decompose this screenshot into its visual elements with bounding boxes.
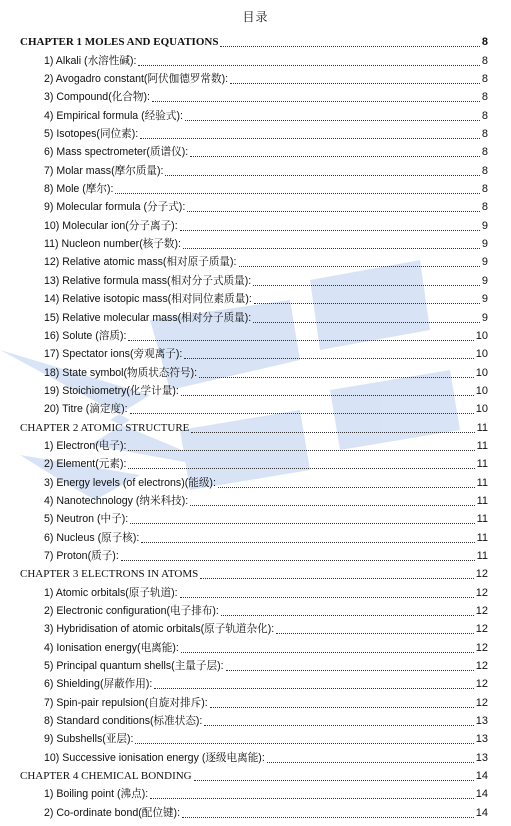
- toc-chapter-entry[interactable]: [20, 416, 488, 434]
- toc-entry-label: 15) Relative molecular mass(相对分子质量):: [44, 311, 252, 324]
- toc-dot-leader: [191, 431, 474, 433]
- toc-dot-leader: [200, 577, 473, 579]
- toc-page-number: 14: [475, 806, 488, 819]
- toc-entry-label: 1) Alkali (水溶性碱):: [44, 54, 137, 67]
- toc-entry-label: 6) Nucleus (原子核):: [44, 531, 140, 544]
- toc-entry-label: CHAPTER 3 ELECTRONS IN ATOMS: [20, 568, 199, 581]
- toc-item-entry[interactable]: [20, 618, 488, 636]
- toc-item-entry[interactable]: [20, 545, 488, 563]
- toc-page-number: 9: [481, 274, 488, 287]
- toc-dot-leader: [115, 192, 479, 194]
- toc-dot-leader: [152, 100, 480, 102]
- toc-page-number: 9: [481, 238, 488, 251]
- toc-entry-label: 9) Subshells(亚层):: [44, 733, 134, 746]
- toc-item-entry[interactable]: [20, 581, 488, 599]
- toc-item-entry[interactable]: [20, 196, 488, 214]
- toc-entry-label: 1) Boiling point (沸点):: [44, 788, 149, 801]
- toc-item-entry[interactable]: [20, 710, 488, 728]
- toc-entry-label: 17) Spectator ions(旁观离子):: [44, 348, 183, 361]
- toc-chapter-entry[interactable]: [20, 31, 488, 49]
- toc-item-entry[interactable]: [20, 691, 488, 709]
- toc-page-number: 8: [481, 164, 488, 177]
- toc-item-entry[interactable]: [20, 86, 488, 104]
- toc-dot-leader: [128, 467, 474, 469]
- toc-item-entry[interactable]: [20, 159, 488, 177]
- toc-item-entry[interactable]: [20, 526, 488, 544]
- toc-dot-leader: [230, 82, 480, 84]
- toc-dot-leader: [190, 155, 480, 157]
- toc-page-number: 12: [475, 623, 488, 636]
- toc-item-entry[interactable]: [20, 783, 488, 801]
- toc-item-entry[interactable]: [20, 361, 488, 379]
- toc-dot-leader: [267, 761, 474, 763]
- toc-page-number: 8: [481, 36, 488, 49]
- toc-page-number: 8: [481, 146, 488, 159]
- toc-entry-label: 3) Compound(化合物):: [44, 91, 150, 104]
- toc-entry-label: 12) Relative atomic mass(相对原子质量):: [44, 256, 237, 269]
- toc-dot-leader: [194, 779, 474, 781]
- toc-dot-leader: [253, 321, 480, 323]
- toc-dot-leader: [140, 137, 480, 139]
- toc-entry-label: 2) Electronic configuration(电子排布):: [44, 605, 219, 617]
- toc-item-entry[interactable]: [20, 288, 488, 306]
- toc-page-number: 11: [476, 549, 488, 562]
- toc-dot-leader: [226, 669, 474, 671]
- toc-entry-label: 20) Titre (滴定度):: [44, 403, 128, 416]
- toc-dot-leader: [181, 651, 474, 653]
- toc-item-entry[interactable]: [20, 746, 488, 764]
- toc-dot-leader: [183, 247, 480, 249]
- toc-page-number: 8: [481, 73, 488, 86]
- toc-dot-leader: [187, 210, 480, 212]
- toc-item-entry[interactable]: [20, 269, 488, 287]
- toc-dot-leader: [182, 816, 474, 818]
- toc-page-number: 12: [475, 586, 488, 599]
- toc-entry-label: 5) Principal quantum shells(主量子层):: [44, 660, 224, 673]
- toc-entry-label: 7) Proton(质子):: [44, 549, 119, 562]
- toc-entry-label: 1) Electron(电子):: [44, 439, 127, 452]
- toc-item-entry[interactable]: [20, 636, 488, 654]
- toc-entry-label: 1) Atomic orbitals(原子轨道):: [44, 586, 178, 599]
- toc-item-entry[interactable]: [20, 471, 488, 489]
- toc-page-number: 9: [481, 219, 488, 232]
- toc-entry-label: CHAPTER 1 MOLES AND EQUATIONS: [20, 36, 219, 49]
- toc-entry-label: 10) Molecular ion(分子离子):: [44, 219, 178, 232]
- toc-item-entry[interactable]: [20, 673, 488, 691]
- toc-entry-label: 14) Relative isotopic mass(相对同位素质量):: [44, 293, 252, 306]
- toc-entry-label: 6) Shielding(屏蔽作用):: [44, 678, 153, 691]
- toc-entry-label: 7) Molar mass(摩尔质量):: [44, 164, 164, 177]
- toc-dot-leader: [185, 119, 480, 121]
- toc-entry-label: 5) Neutron (中子):: [44, 513, 129, 526]
- toc-chapter-entry[interactable]: [20, 765, 488, 783]
- toc-page-number: 10: [475, 384, 488, 397]
- toc-page-number: 13: [475, 715, 488, 728]
- toc-item-entry[interactable]: [20, 141, 488, 159]
- toc-item-entry[interactable]: [20, 600, 488, 618]
- toc-page-number: 11: [476, 439, 488, 452]
- toc-dot-leader: [181, 394, 474, 396]
- toc-page-number: 12: [475, 678, 488, 691]
- toc-dot-leader: [239, 265, 480, 267]
- toc-entry-label: CHAPTER 4 CHEMICAL BONDING: [20, 770, 192, 783]
- toc-item-entry[interactable]: [20, 398, 488, 416]
- toc-page-number: 11: [476, 476, 488, 489]
- toc-dot-leader: [130, 522, 474, 524]
- toc-page-number: 8: [481, 183, 488, 196]
- toc-dot-leader: [180, 229, 480, 231]
- toc-entry-label: 2) Avogadro constant(阿伏伽德罗常数):: [44, 73, 229, 86]
- toc-entry-label: CHAPTER 2 ATOMIC STRUCTURE: [20, 421, 190, 434]
- toc-dot-leader: [210, 706, 474, 708]
- toc-item-entry[interactable]: [20, 68, 488, 86]
- toc-page-number: 8: [481, 91, 488, 104]
- toc-item-entry[interactable]: [20, 214, 488, 232]
- toc-dot-leader: [254, 302, 480, 304]
- toc-dot-leader: [150, 797, 474, 799]
- toc-page-number: 14: [475, 788, 488, 801]
- toc-item-entry[interactable]: [20, 343, 488, 361]
- toc-chapter-entry[interactable]: [20, 563, 488, 581]
- toc-dot-leader: [121, 559, 475, 561]
- toc-item-entry[interactable]: [20, 508, 488, 526]
- toc-entry-label: 7) Spin-pair repulsion(自旋对排斥):: [44, 696, 208, 709]
- toc-dot-leader: [220, 45, 479, 47]
- toc-page-number: 10: [475, 403, 488, 416]
- toc-dot-leader: [276, 632, 474, 634]
- toc-page-number: 8: [481, 54, 488, 67]
- toc-entry-label: 11) Nucleon number(核子数):: [44, 238, 181, 251]
- toc-page-number: 8: [481, 201, 488, 214]
- table-of-contents: [20, 31, 488, 820]
- toc-page-number: 11: [476, 513, 488, 526]
- toc-dot-leader: [154, 687, 473, 689]
- toc-page-number: 12: [475, 660, 488, 673]
- toc-entry-label: 5) Isotopes(同位素):: [44, 128, 139, 141]
- toc-entry-label: 16) Solute (溶质):: [44, 329, 127, 342]
- toc-page-number: 14: [475, 770, 488, 783]
- toc-entry-label: 6) Mass spectrometer(质谱仪):: [44, 146, 189, 159]
- toc-dot-leader: [253, 284, 480, 286]
- toc-entry-label: 2) Co-ordinate bond(配位键):: [44, 806, 181, 819]
- toc-page-number: 12: [475, 605, 488, 617]
- toc-dot-leader: [130, 412, 474, 414]
- toc-page-number: 8: [481, 128, 488, 141]
- toc-page-number: 12: [475, 568, 488, 581]
- toc-dot-leader: [128, 339, 473, 341]
- toc-dot-leader: [204, 724, 473, 726]
- toc-page-number: 13: [475, 751, 488, 764]
- toc-page-number: 12: [475, 696, 488, 709]
- toc-item-entry[interactable]: [20, 325, 488, 343]
- toc-page-number: 11: [476, 421, 488, 434]
- toc-dot-leader: [218, 486, 475, 488]
- toc-item-entry[interactable]: [20, 251, 488, 269]
- toc-page-number: 12: [475, 641, 488, 654]
- toc-item-entry[interactable]: [20, 490, 488, 508]
- toc-item-entry[interactable]: [20, 801, 488, 819]
- toc-item-entry[interactable]: [20, 728, 488, 746]
- toc-dot-leader: [135, 742, 473, 744]
- toc-item-entry[interactable]: [20, 123, 488, 141]
- toc-page-number: 9: [481, 293, 488, 306]
- toc-item-entry[interactable]: [20, 178, 488, 196]
- page-title: 目录: [242, 10, 269, 24]
- toc-page-number: 10: [475, 366, 488, 379]
- toc-page-number: 10: [475, 348, 488, 361]
- toc-item-entry[interactable]: [20, 380, 488, 398]
- toc-entry-label: 9) Molecular formula (分子式):: [44, 201, 186, 214]
- toc-entry-label: 4) Nanotechnology (纳米科技):: [44, 494, 189, 507]
- toc-entry-label: 3) Hybridisation of atomic orbitals(原子轨道杂化):: [44, 623, 275, 636]
- toc-entry-label: 13) Relative formula mass(相对分子式质量):: [44, 274, 252, 287]
- toc-dot-leader: [138, 64, 479, 66]
- toc-dot-leader: [141, 541, 474, 543]
- toc-page-number: 13: [475, 733, 488, 746]
- toc-page-number: 8: [481, 109, 488, 122]
- toc-entry-label: 18) State symbol(物质状态符号):: [44, 366, 198, 379]
- toc-entry-label: 3) Energy levels (of electrons)(能级):: [44, 476, 216, 489]
- toc-entry-label: 10) Successive ionisation energy (逐级电离能):: [44, 751, 265, 764]
- toc-page-number: 11: [476, 494, 488, 507]
- toc-item-entry[interactable]: [20, 655, 488, 673]
- toc-entry-label: 2) Element(元素):: [44, 458, 127, 471]
- toc-entry-label: 8) Standard conditions(标准状态):: [44, 715, 203, 728]
- toc-item-entry[interactable]: [20, 49, 488, 67]
- toc-dot-leader: [165, 174, 479, 176]
- toc-dot-leader: [221, 614, 474, 616]
- toc-page-number: 11: [476, 531, 488, 544]
- toc-page-number: 10: [475, 329, 488, 342]
- toc-dot-leader: [184, 357, 473, 359]
- toc-page-number: 11: [476, 458, 488, 471]
- toc-dot-leader: [199, 376, 474, 378]
- toc-item-entry[interactable]: [20, 435, 488, 453]
- toc-entry-label: 8) Mole (摩尔):: [44, 183, 114, 196]
- toc-item-entry[interactable]: [20, 233, 488, 251]
- toc-page-number: 9: [481, 311, 488, 324]
- toc-item-entry[interactable]: [20, 453, 488, 471]
- toc-entry-label: 4) Empirical formula (经验式):: [44, 109, 183, 122]
- toc-page-number: 9: [481, 256, 488, 269]
- toc-dot-leader: [180, 596, 474, 598]
- toc-entry-label: 4) Ionisation energy(电离能):: [44, 641, 179, 654]
- toc-entry-label: 19) Stoichiometry(化学计量):: [44, 384, 179, 397]
- toc-dot-leader: [128, 449, 474, 451]
- toc-item-entry[interactable]: [20, 104, 488, 122]
- toc-dot-leader: [190, 504, 474, 506]
- toc-item-entry[interactable]: [20, 306, 488, 324]
